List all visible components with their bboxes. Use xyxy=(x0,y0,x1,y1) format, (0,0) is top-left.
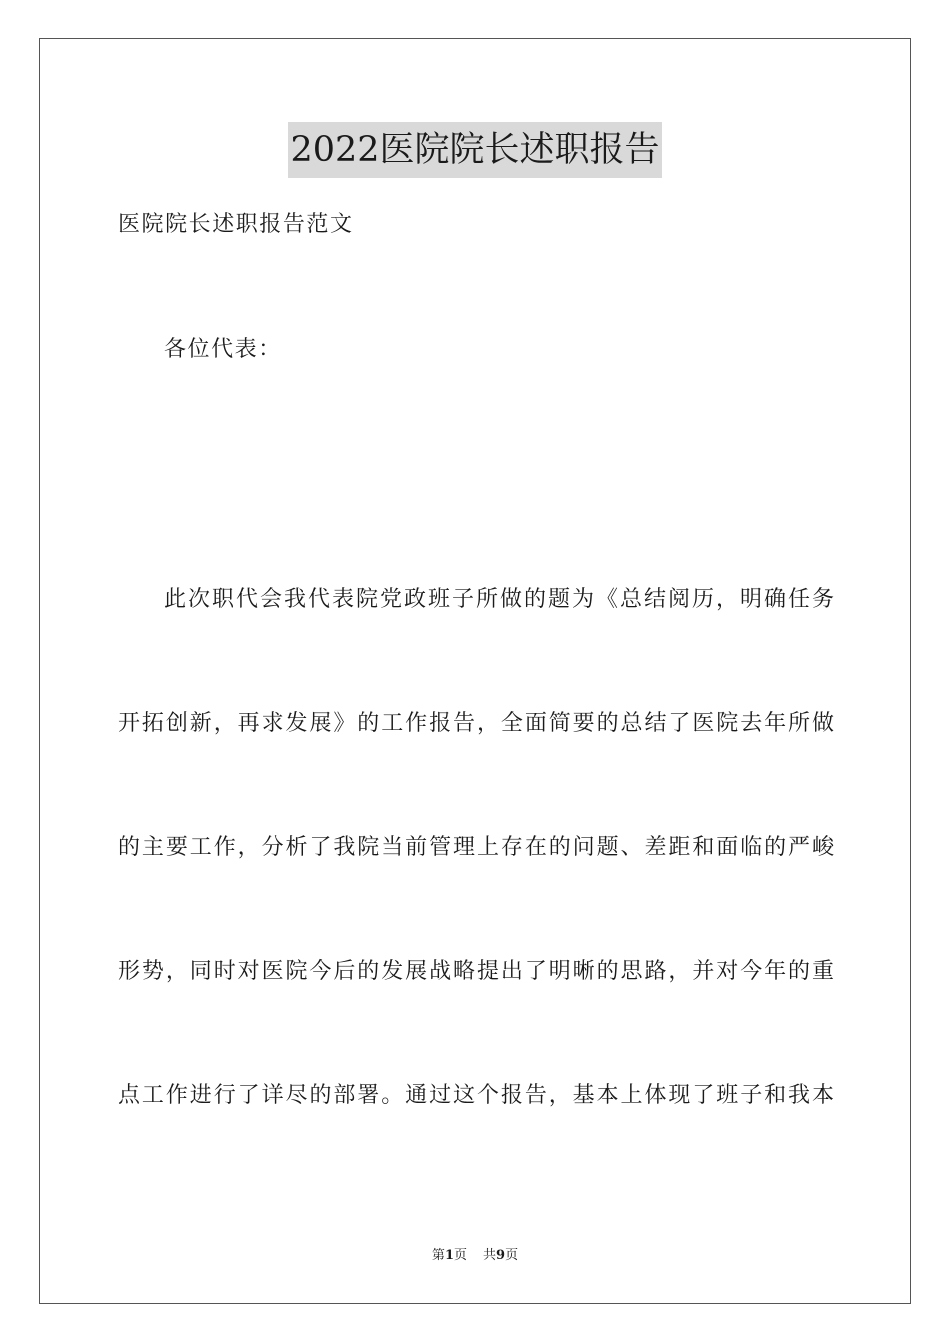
footer-total-suffix: 页 xyxy=(505,1248,519,1263)
document-subtitle: 医院院长述职报告范文 xyxy=(118,212,354,237)
document-title-text: 2022医院院长述职报告 xyxy=(288,122,661,178)
footer-total-prefix: 共 xyxy=(483,1248,497,1263)
body-line-4: 形势，同时对医院今后的发展战略提出了明晰的思路，并对今年的重 xyxy=(118,959,834,984)
footer-page-current: 1 xyxy=(444,1248,454,1263)
body-line-1: 此次职代会我代表院党政班子所做的题为《总结阅历，明确任务 xyxy=(164,587,834,612)
footer-page-total: 9 xyxy=(496,1248,506,1263)
page-footer xyxy=(0,1247,950,1265)
body-line-3: 的主要工作，分析了我院当前管理上存在的问题、差距和面临的严峻 xyxy=(118,835,834,860)
document-title xyxy=(0,122,950,178)
footer-page-prefix: 第 xyxy=(431,1248,445,1263)
footer-page-suffix: 页 xyxy=(453,1248,467,1263)
body-line-5: 点工作进行了详尽的部署。通过这个报告，基本上体现了班子和我本 xyxy=(118,1083,834,1108)
body-line-2: 开拓创新，再求发展》的工作报告，全面简要的总结了医院去年所做 xyxy=(118,711,834,736)
salutation: 各位代表： xyxy=(164,337,282,362)
